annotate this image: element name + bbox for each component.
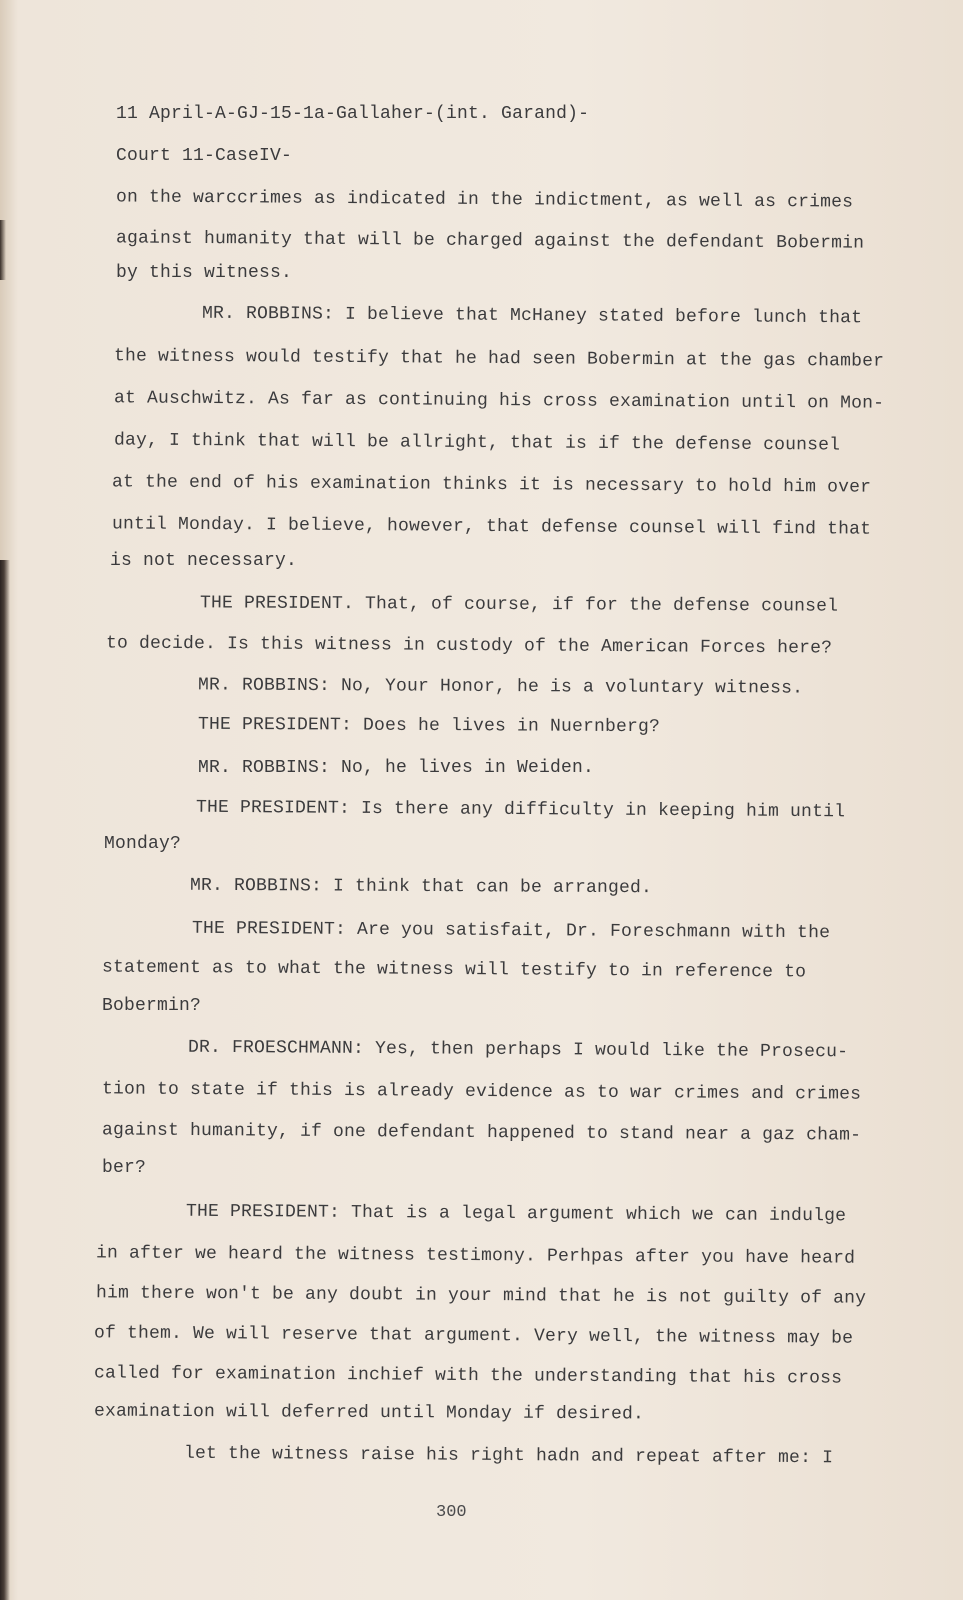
text-line: THE PRESIDENT: Are you satisfait, Dr. Foreschmann with the: [191, 918, 831, 944]
text-line: MR. ROBBINS: I think that can be arranged.: [189, 875, 653, 899]
text-line: at Auschwitz. As far as continuing his cross examination until on Mon-: [113, 388, 885, 414]
text-line: ber?: [102, 1158, 147, 1178]
text-line: until Monday. I believe, however, that defense counsel will find that: [111, 514, 872, 540]
text-line: THE PRESIDENT. That, of course, if for the defense counsel: [199, 593, 839, 617]
text-line: against humanity that will be charged against the defendant Bobermin: [115, 228, 865, 254]
text-line: THE PRESIDENT: That is a legal argument which we can indulge: [185, 1201, 847, 1227]
text-line: MR. ROBBINS: No, Your Honor, he is a voluntary witness.: [197, 675, 804, 699]
text-line: MR. ROBBINS: No, he lives in Weiden.: [198, 758, 595, 778]
text-line: MR. ROBBINS: I believe that McHaney stated before lunch that: [201, 303, 863, 329]
text-line: against humanity, if one defendant happened to stand near a gaz cham-: [101, 1120, 862, 1146]
text-line: to decide. Is this witness in custody of the American Forces here?: [105, 633, 833, 659]
text-line: on the warccrimes as indicated in the indictment, as well as crimes: [115, 187, 854, 213]
text-line: called for examination inchief with the understanding that his cross: [93, 1363, 843, 1389]
page-edge-shadow-top: [0, 220, 6, 280]
text-line: day, I think that will be allright, that is if the defense counsel: [113, 430, 841, 456]
page-edge-shadow: [0, 560, 10, 1600]
text-line: THE PRESIDENT: Is there any difficulty in keeping him until: [195, 797, 846, 823]
text-line: at the end of his examination thinks it is necessary to hold him over: [111, 472, 872, 498]
text-line: in after we heard the witness testimony. Perhpas after you have heard: [95, 1243, 856, 1269]
text-line: THE PRESIDENT: Does he lives in Nuernberg?: [197, 714, 661, 738]
text-line: him there won't be any doubt in your mind that he is not guilty of any: [95, 1283, 867, 1309]
text-line: let the witness raise his right hadn and repeat after me: I: [183, 1443, 834, 1469]
text-line: Monday?: [104, 834, 182, 854]
page-number: 300: [436, 1503, 467, 1522]
text-line: the witness would testify that he had seen Bobermin at the gas chamber: [113, 346, 885, 372]
text-line: examination will deferred until Monday if desired.: [93, 1401, 645, 1425]
header-line-1: 11 April-A-GJ-15-1a-Gallaher-(int. Garand)-: [116, 104, 590, 124]
text-line: Bobermin?: [102, 996, 202, 1016]
text-line: is not necessary.: [110, 551, 298, 571]
text-line: tion to state if this is already evidence as to war crimes and crimes: [101, 1079, 862, 1105]
text-line: DR. FROESCHMANN: Yes, then perhaps I would like the Prosecu-: [187, 1037, 849, 1063]
text-line: statement as to what the witness will testify to in reference to: [101, 957, 807, 983]
text-line: of them. We will reserve that argument. Very well, the witness may be: [93, 1323, 854, 1349]
header-line-2: Court 11-CaseIV-: [116, 146, 293, 166]
text-line: by this witness.: [116, 263, 293, 283]
